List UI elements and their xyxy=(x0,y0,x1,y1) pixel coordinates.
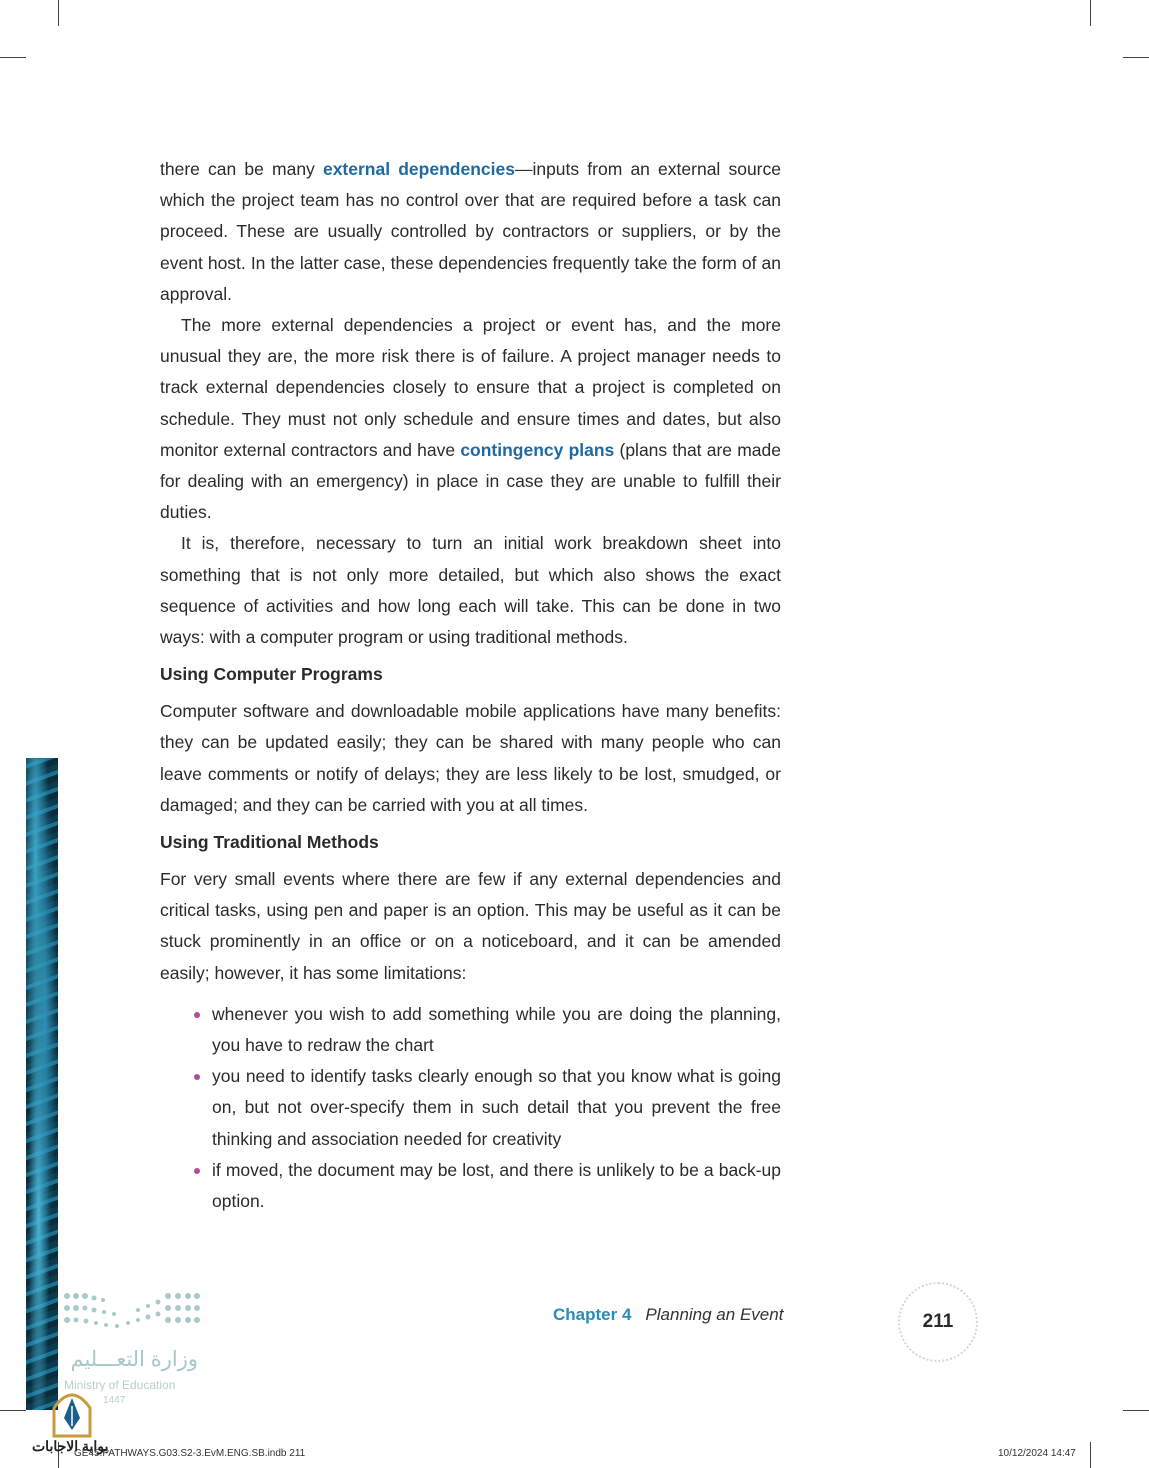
watermark-text: بوابة الاجابات xyxy=(32,1438,109,1454)
crop-mark xyxy=(1090,1442,1091,1468)
list-item-text: if moved, the document may be lost, and there is unlikely to be a back-up option. xyxy=(212,1159,781,1212)
print-slug-file: GE45.PATHWAYS.G03.S2-3.EvM.ENG.SB.indb 211 xyxy=(74,1448,306,1459)
chapter-label: Chapter 4 xyxy=(553,1305,632,1324)
list-item xyxy=(212,1155,781,1217)
page-number: 211 xyxy=(922,1311,954,1332)
ministry-name-english: Ministry of Education xyxy=(64,1378,176,1392)
key-term-external-dependencies: external dependencies xyxy=(322,159,515,179)
crop-mark xyxy=(0,57,26,58)
bullet-icon xyxy=(194,1074,200,1080)
paragraph-2 xyxy=(160,310,781,528)
list-item xyxy=(212,1061,781,1155)
crop-mark xyxy=(1090,0,1091,26)
paragraph-computer-programs: Computer software and downloadable mobile applications have many benefits: they can be updated easily; they can be shared with many people who can leave comments or notify of delays; they are less likely to be lost, smudged, or damaged; and they can be carried with you at all times. xyxy=(160,701,781,815)
heading-using-traditional-methods: Using Traditional Methods xyxy=(160,832,379,853)
page-body xyxy=(160,154,781,1217)
paragraph-text: there can be many xyxy=(160,159,323,179)
list-item-text: whenever you wish to add something while you are doing the planning, you have to redraw the chart xyxy=(212,1003,781,1056)
list-item-text: you need to identify tasks clearly enough so that you know what is going on, but not over-specify them in such detail that you prevent the free thinking and association needed for creativity xyxy=(212,1066,781,1149)
paragraph-text: (plans that are made for dealing with an emergency) in place in case they are unable to fulfill their duties. xyxy=(160,439,782,523)
crop-mark xyxy=(0,1410,26,1411)
ministry-name-arabic: وزارة التعـــليم xyxy=(70,1348,198,1371)
crop-mark xyxy=(1123,57,1149,58)
watermark-pen-icon xyxy=(50,1386,94,1438)
paragraph-text: —inputs from an external source which the project team has no control over that are required before a task can proceed. These are usually controlled by contractors or suppliers, or by the event host. In the latter case, these dependencies frequently take the form of an approval. xyxy=(160,159,781,304)
paragraph-1 xyxy=(160,154,781,310)
heading-using-computer-programs: Using Computer Programs xyxy=(160,664,383,685)
list-item xyxy=(212,999,781,1061)
print-slug-datetime: 10/12/2024 14:47 xyxy=(998,1448,1076,1459)
ministry-logo-icon xyxy=(62,1290,202,1338)
paragraph-text: The more external dependencies a project or event has, and the more unusual they are, the more risk there is of failure. A project manager needs to track external dependencies closely to ensure that a project is completed on schedule. They must not only schedule and ensure times and dates, but also monitor external contractors and have xyxy=(160,315,781,460)
crop-mark xyxy=(1123,1410,1149,1411)
paragraph-3: It is, therefore, necessary to turn an initial work breakdown sheet into something that is not only more detailed, but which also shows the exact sequence of activities and how long each will take. This can be done in two ways: with a computer program or using traditional methods. xyxy=(160,533,781,648)
page-number-badge xyxy=(898,1282,978,1362)
key-term-contingency-plans: contingency plans xyxy=(460,439,615,460)
running-footer xyxy=(553,1305,783,1325)
limitations-list xyxy=(160,999,781,1217)
bullet-icon xyxy=(194,1012,200,1018)
bullet-icon xyxy=(194,1168,200,1174)
side-decorative-image xyxy=(26,758,58,1410)
ministry-year: 1447 xyxy=(103,1395,126,1406)
crop-mark xyxy=(58,0,59,26)
chapter-title: Planning an Event xyxy=(645,1305,784,1324)
paragraph-traditional-methods: For very small events where there are few if any external dependencies and critical tasks, using pen and paper is an option. This may be useful as it can be stuck prominently in an office or on a noticeboard, and it can be amended easily; however, it has some limitations: xyxy=(160,869,781,983)
